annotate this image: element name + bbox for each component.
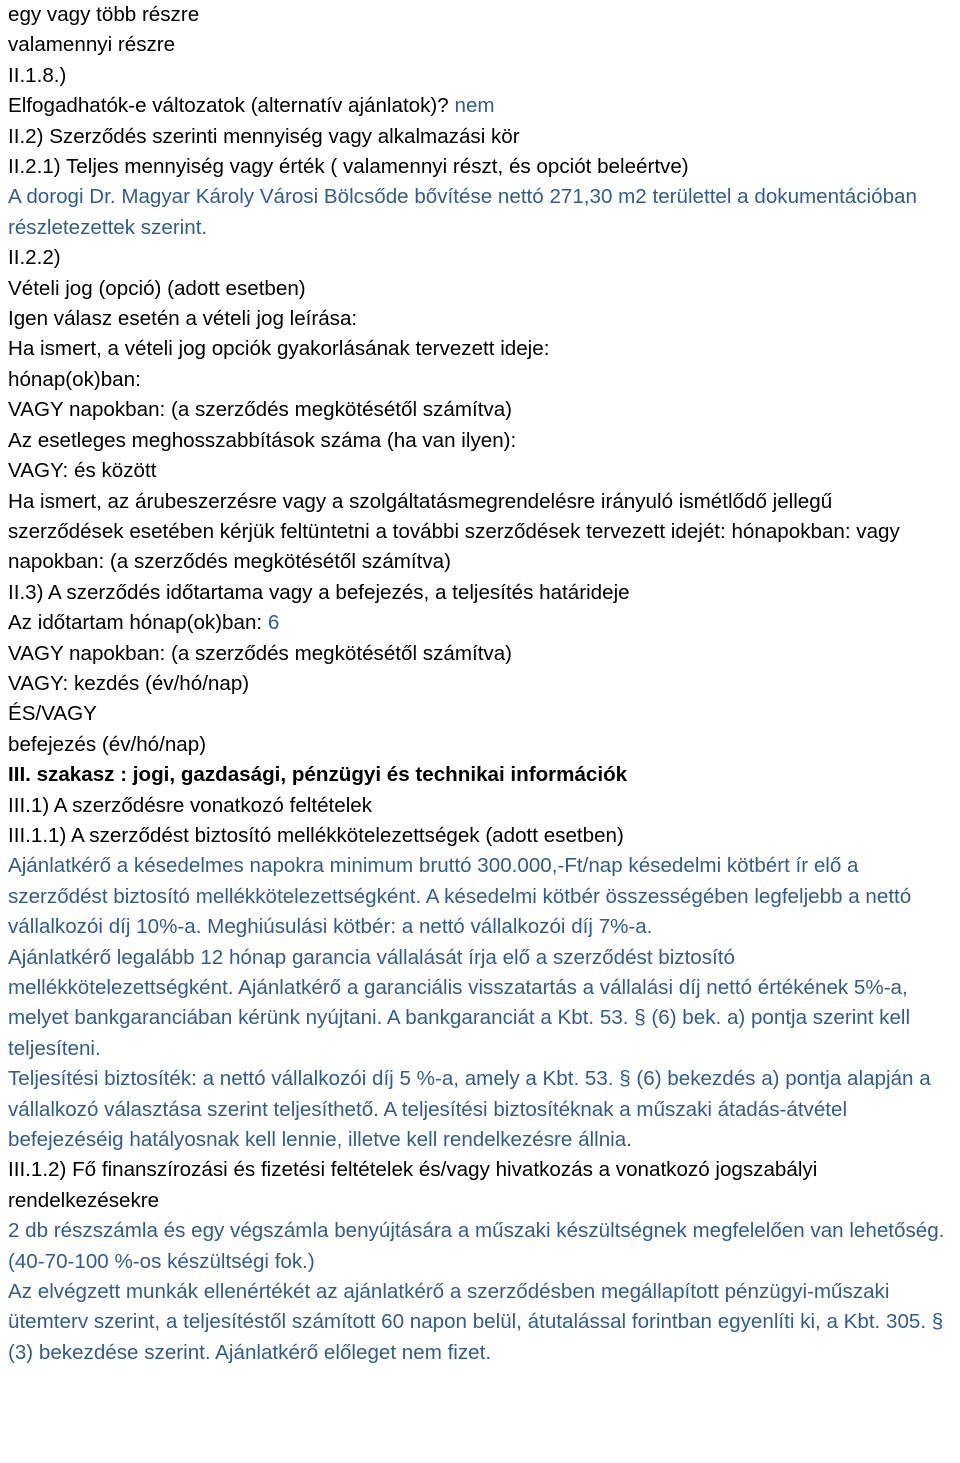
value-teljesitesi-biztositek (8, 1064, 952, 1155)
line-ismetlodo-szerzodesek-text: Ha ismert, az árubeszerzésre vagy a szolgáltatásmegrendelésre irányuló ismétlődő jellegű szerződések esetében kérjük feltüntetni a további szerződések tervezett idejét: hónapokban: vagy napokban: (a szerződés megkötésétől számítva) (8, 489, 900, 574)
heading-ii-2 (8, 122, 952, 152)
line-ha-ismert-veteli-jog (8, 334, 952, 364)
value-reszszamla-text: 2 db részszámla és egy végszámla benyújtására a műszaki készültségnek megfelelően van lehetőség. (40-70-100 %-os készültségi fok.) (8, 1219, 945, 1273)
line-elfogadhatok-valtozatok (8, 91, 952, 121)
line-vagy-napokban-2-text: VAGY napokban: (a szerződés megkötésétől számítva) (8, 641, 513, 665)
heading-ii-3-text: II.3) A szerződés időtartama vagy a befejezés, a teljesítés határideje (8, 580, 630, 604)
heading-iii-1-1 (8, 821, 952, 851)
heading-iii-1-2-text: III.1.2) Fő finanszírozási és fizetési feltételek és/vagy hivatkozás a vonatkozó jogszabályi rendelkezésekre (8, 1158, 818, 1212)
line-veteli-jog (8, 274, 952, 304)
heading-iii-1-1-text: III.1.1) A szerződést biztosító mellékkötelezettségek (adott esetben) (8, 823, 624, 847)
value-teljes-mennyiseg (8, 182, 952, 243)
line-egy-vagy-tobb-reszre (8, 0, 952, 30)
line-valamennyi-reszre (8, 30, 952, 60)
line-befejezes (8, 730, 952, 760)
heading-ii-1-8 (8, 61, 952, 91)
heading-ii-2-2 (8, 243, 952, 273)
line-idotartam-honapokban (8, 608, 952, 638)
value-garancia (8, 943, 952, 1065)
line-ha-ismert-veteli-jog-text: Ha ismert, a vételi jog opciók gyakorlásának tervezett ideje: (8, 337, 550, 361)
value-teljesitesi-biztositek-text: Teljesítési biztosíték: a nettó vállalkozói díj 5 %-a, amely a Kbt. 53. § (6) bekezdés a) pontja alapján a vállalkozó választása szerint teljesíthető. A teljesítési biztosítéknak a műszaki átadás-átvétel befejezéséig hatályosnak kell lennie, illetve kell rendelkezésre állnia. (8, 1067, 931, 1152)
line-idotartam-honapokban-text: Az időtartam hónap(ok)ban: (8, 611, 263, 635)
line-vagy-kezdes (8, 669, 952, 699)
value-kotber (8, 851, 952, 942)
value-reszszamla (8, 1216, 952, 1277)
heading-iii-1-text: III.1) A szerződésre vonatkozó feltételek (8, 793, 373, 817)
heading-ii-1-8-text: II.1.8.) (8, 63, 67, 87)
line-valamennyi-reszre-text: valamennyi részre (8, 33, 176, 57)
line-igen-valasz-text: Igen válasz esetén a vételi jog leírása: (8, 307, 358, 331)
line-vagy-es-kozott-text: VAGY: és között (8, 459, 157, 483)
heading-iii-1 (8, 791, 952, 821)
value-ellenertek-text: Az elvégzett munkák ellenértékét az ajánlatkérő a szerződésben megállapított pénzügyi-műszaki ütemterv szerint, a teljesítéstől számított 60 napon belül, átutalással forintban egyenlíti ki, a Kbt. 305. § (3) bekezdése szerint. Ajánlatkérő előleget nem fizet. (8, 1280, 944, 1364)
line-vagy-napokban-1-text: VAGY napokban: (a szerződés megkötésétől számítva) (8, 398, 513, 422)
line-vagy-napokban-2 (8, 639, 952, 669)
heading-ii-3 (8, 578, 952, 608)
line-elfogadhatok-valtozatok-value: nem (454, 94, 495, 118)
line-es-vagy-text: ÉS/VAGY (8, 702, 97, 726)
line-es-vagy (8, 699, 952, 729)
line-vagy-napokban-1 (8, 395, 952, 425)
line-elfogadhatok-valtozatok-text: Elfogadhatók-e változatok (alternatív ajánlatok)? (8, 94, 449, 118)
line-veteli-jog-text: Vételi jog (opció) (adott esetben) (8, 276, 306, 300)
value-teljes-mennyiseg-text: A dorogi Dr. Magyar Károly Városi Bölcsőde bővítése nettó 271,30 m2 területtel a dokumentációban részletezettek szerint. (8, 185, 917, 239)
line-idotartam-honapokban-value: 6 (267, 611, 280, 635)
heading-iii-szakasz (8, 760, 952, 790)
line-meghosszabbitasok (8, 426, 952, 456)
value-ellenertek (8, 1277, 952, 1368)
heading-ii-2-1-text: II.2.1) Teljes mennyiség vagy érték ( valamennyi részt, és opciót beleértve) (8, 155, 689, 179)
line-honapokban-text: hónap(ok)ban: (8, 367, 141, 391)
line-ismetlodo-szerzodesek (8, 487, 952, 578)
heading-ii-2-text: II.2) Szerződés szerinti mennyiség vagy alkalmazási kör (8, 124, 520, 148)
line-vagy-kezdes-text: VAGY: kezdés (év/hó/nap) (8, 671, 250, 695)
value-kotber-text: Ajánlatkérő a késedelmes napokra minimum bruttó 300.000,-Ft/nap késedelmi kötbért ír elő a szerződést biztosító mellékkötelezettségként. A késedelmi kötbér összességében legfeljebb a nettó vállalkozói díj 10%-a. Meghiúsulási kötbér: a nettó vállalkozói díj 7%-a. (8, 854, 912, 939)
line-vagy-es-kozott (8, 456, 952, 486)
line-meghosszabbitasok-text: Az esetleges meghosszabbítások száma (ha van ilyen): (8, 428, 517, 452)
heading-ii-2-1 (8, 152, 952, 182)
line-egy-vagy-tobb-reszre-text: egy vagy több részre (8, 3, 200, 26)
value-garancia-text: Ajánlatkérő legalább 12 hónap garancia vállalását írja elő a szerződést biztosító mellékkötelezettségként. Ajánlatkérő a garanciális visszatartás a vállalási díj nettó értékének 5%-a, melyet bankgaranciában kérünk nyújtani. A bankgaranciát a Kbt. 53. § (6) bek. a) pontja szerint kell teljesíteni. (8, 945, 911, 1060)
heading-iii-1-2 (8, 1155, 952, 1216)
line-befejezes-text: befejezés (év/hó/nap) (8, 732, 207, 756)
heading-iii-szakasz-text: III. szakasz : jogi, gazdasági, pénzügyi és technikai információk (8, 763, 628, 787)
line-honapokban (8, 365, 952, 395)
heading-ii-2-2-text: II.2.2) (8, 246, 61, 270)
line-igen-valasz (8, 304, 952, 334)
